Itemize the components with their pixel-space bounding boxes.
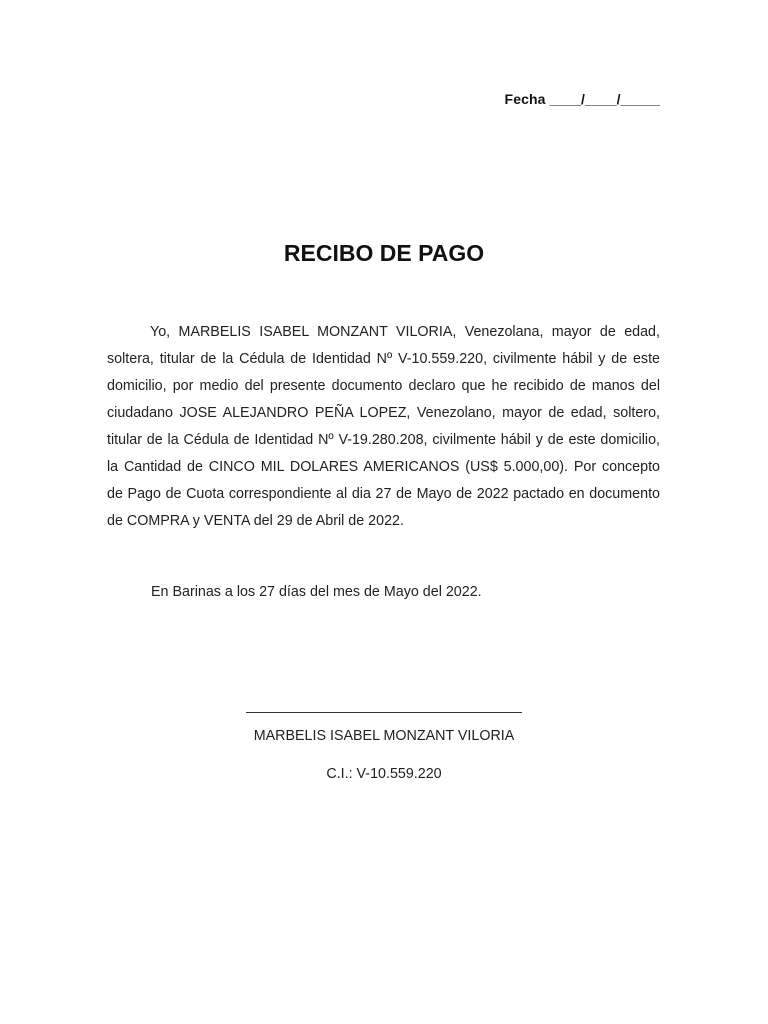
document-title: RECIBO DE PAGO	[283, 240, 485, 266]
signer-id: C.I.: V-10.559.220	[326, 766, 442, 782]
signature-block	[0, 698, 768, 784]
signer-name: MARBELIS ISABEL MONZANT VILORIA	[253, 728, 515, 744]
signature-line	[246, 712, 522, 714]
date-field-label: Fecha ____/____/_____	[504, 91, 660, 107]
body-paragraph: Yo, MARBELIS ISABEL MONZANT VILORIA, Venezolana, mayor de edad, soltera, titular de la Cédula de Identidad Nº V-10.559.220, civilmente hábil y de este domicilio, por medio del presente documento declaro que he recibido de manos del ciudadano JOSE ALEJANDRO PEÑA LOPEZ, Venezolano, mayor de edad, soltero, titular de la Cédula de Identidad Nº V-19.280.208, civilmente hábil y de este domicilio, la Cantidad de CINCO MIL DOLARES AMERICANOS (US$ 5.000,00). Por concepto de Pago de Cuota correspondiente al dia 27 de Mayo de 2022 pactado en documento de COMPRA y VENTA del 29 de Abril de 2022.	[107, 324, 660, 529]
receipt-body	[107, 319, 660, 535]
place-date-line: En Barinas a los 27 días del mes de Mayo del 2022.	[151, 584, 482, 600]
